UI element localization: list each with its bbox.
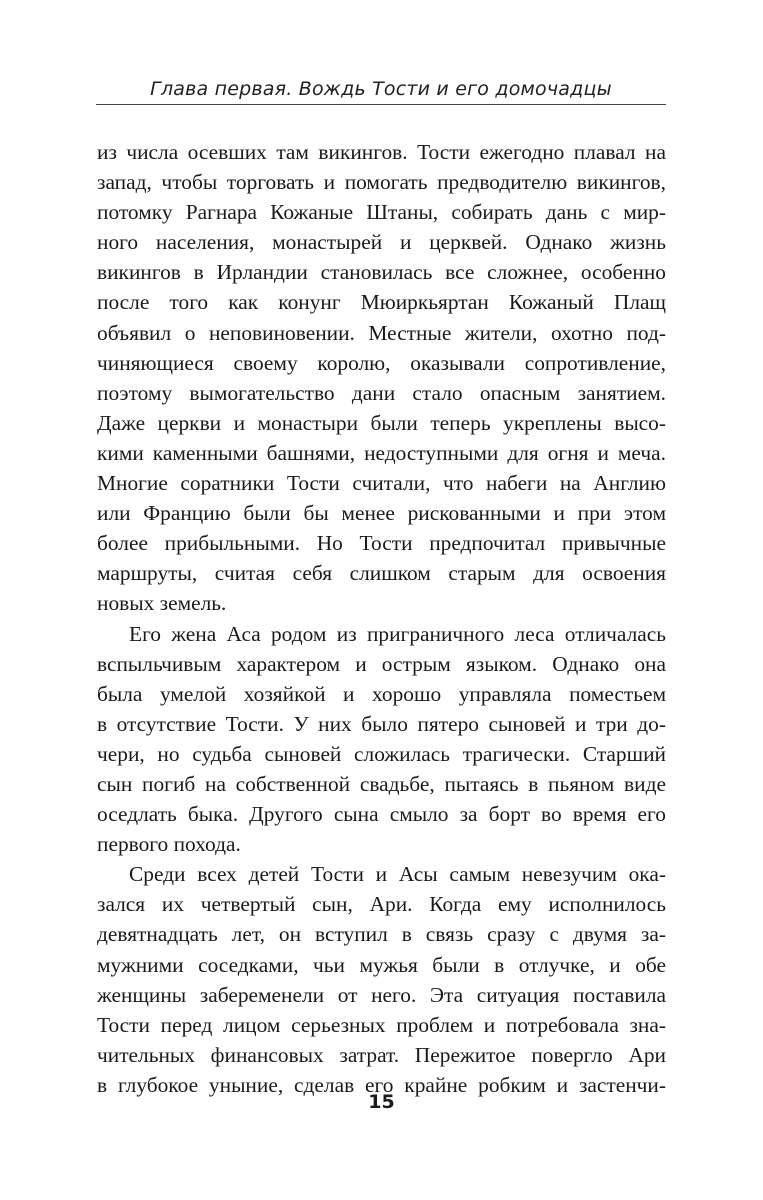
text-line: сын погиб на собственной свадьбе, пытаясь в пьяном виде: [97, 771, 666, 796]
text-line: поэтому вымогательство дани стало опасным занятием.: [97, 380, 666, 405]
text-line: мужними соседками, чьи мужья были в отлучке, и обе: [97, 952, 666, 977]
text-line: была умелой хозяйкой и хорошо управляла поместьем: [97, 681, 666, 706]
text-line: чери, но судьба сыновей сложилась трагически. Старший: [97, 741, 666, 766]
text-line: объявил о неповиновении. Местные жители, охотно под-: [97, 320, 666, 345]
text-line: Тости перед лицом серьезных проблем и потребовала зна-: [97, 1012, 666, 1037]
text-line: маршруты, считая себя слишком старым для освоения: [97, 561, 666, 586]
text-line: новых земель.: [97, 591, 227, 616]
text-line: после того как конунг Мюиркьяртан Кожаный Плащ: [97, 290, 666, 315]
text-line: зался их четвертый сын, Ари. Когда ему исполнилось: [97, 892, 666, 917]
text-line: более прибыльными. Но Тости предпочитал привычные: [97, 531, 666, 556]
paragraph: [97, 619, 666, 860]
text-line: чиняющиеся своему королю, оказывали сопротивление,: [97, 350, 666, 375]
text-line: девятнадцать лет, он вступил в связь сразу с двумя за-: [97, 922, 666, 947]
text-line: оседлать быка. Другого сына смыло за борт во время его: [97, 802, 666, 827]
text-line: вспыльчивым характером и острым языком. Однако она: [97, 651, 666, 676]
text-line: в отсутствие Тости. У них было пятеро сыновей и три до-: [97, 711, 666, 736]
text-line: потомку Рагнара Кожаные Штаны, собирать дань с мир-: [97, 200, 666, 225]
text-line: первого похода.: [97, 832, 241, 857]
paragraph: [97, 859, 666, 1100]
text-line: Среди всех детей Тости и Асы самым невезучим ока-: [129, 862, 666, 887]
text-line: Его жена Аса родом из приграничного леса отличалась: [129, 621, 666, 646]
body-text: [97, 137, 666, 1100]
text-line: кими каменными башнями, недоступными для огня и меча.: [97, 440, 666, 465]
running-head: Глава первая. Вождь Тости и его домочадцы: [150, 78, 612, 100]
text-line: в глубокое уныние, сделав его крайне робким и застенчи-: [97, 1072, 666, 1097]
text-line: Многие соратники Тости считали, что набеги на Англию: [97, 471, 666, 496]
page-number: 15: [368, 1091, 395, 1113]
text-line: ного населения, монастырей и церквей. Однако жизнь: [97, 230, 666, 255]
text-line: запад, чтобы торговать и помогать предводителю викингов,: [97, 170, 666, 195]
text-line: женщины забеременели от него. Эта ситуация поставила: [97, 982, 666, 1007]
paragraph: [97, 137, 666, 619]
text-line: или Францию были бы менее рискованными и при этом: [97, 501, 666, 526]
text-line: чительных финансовых затрат. Пережитое повергло Ари: [97, 1042, 666, 1067]
text-line: викингов в Ирландии становилась все сложнее, особенно: [97, 260, 666, 285]
text-line: из числа осевших там викингов. Тости ежегодно плавал на: [97, 140, 666, 164]
text-line: Даже церкви и монастыри были теперь укреплены высо-: [97, 410, 666, 435]
header-rule: [96, 104, 666, 105]
